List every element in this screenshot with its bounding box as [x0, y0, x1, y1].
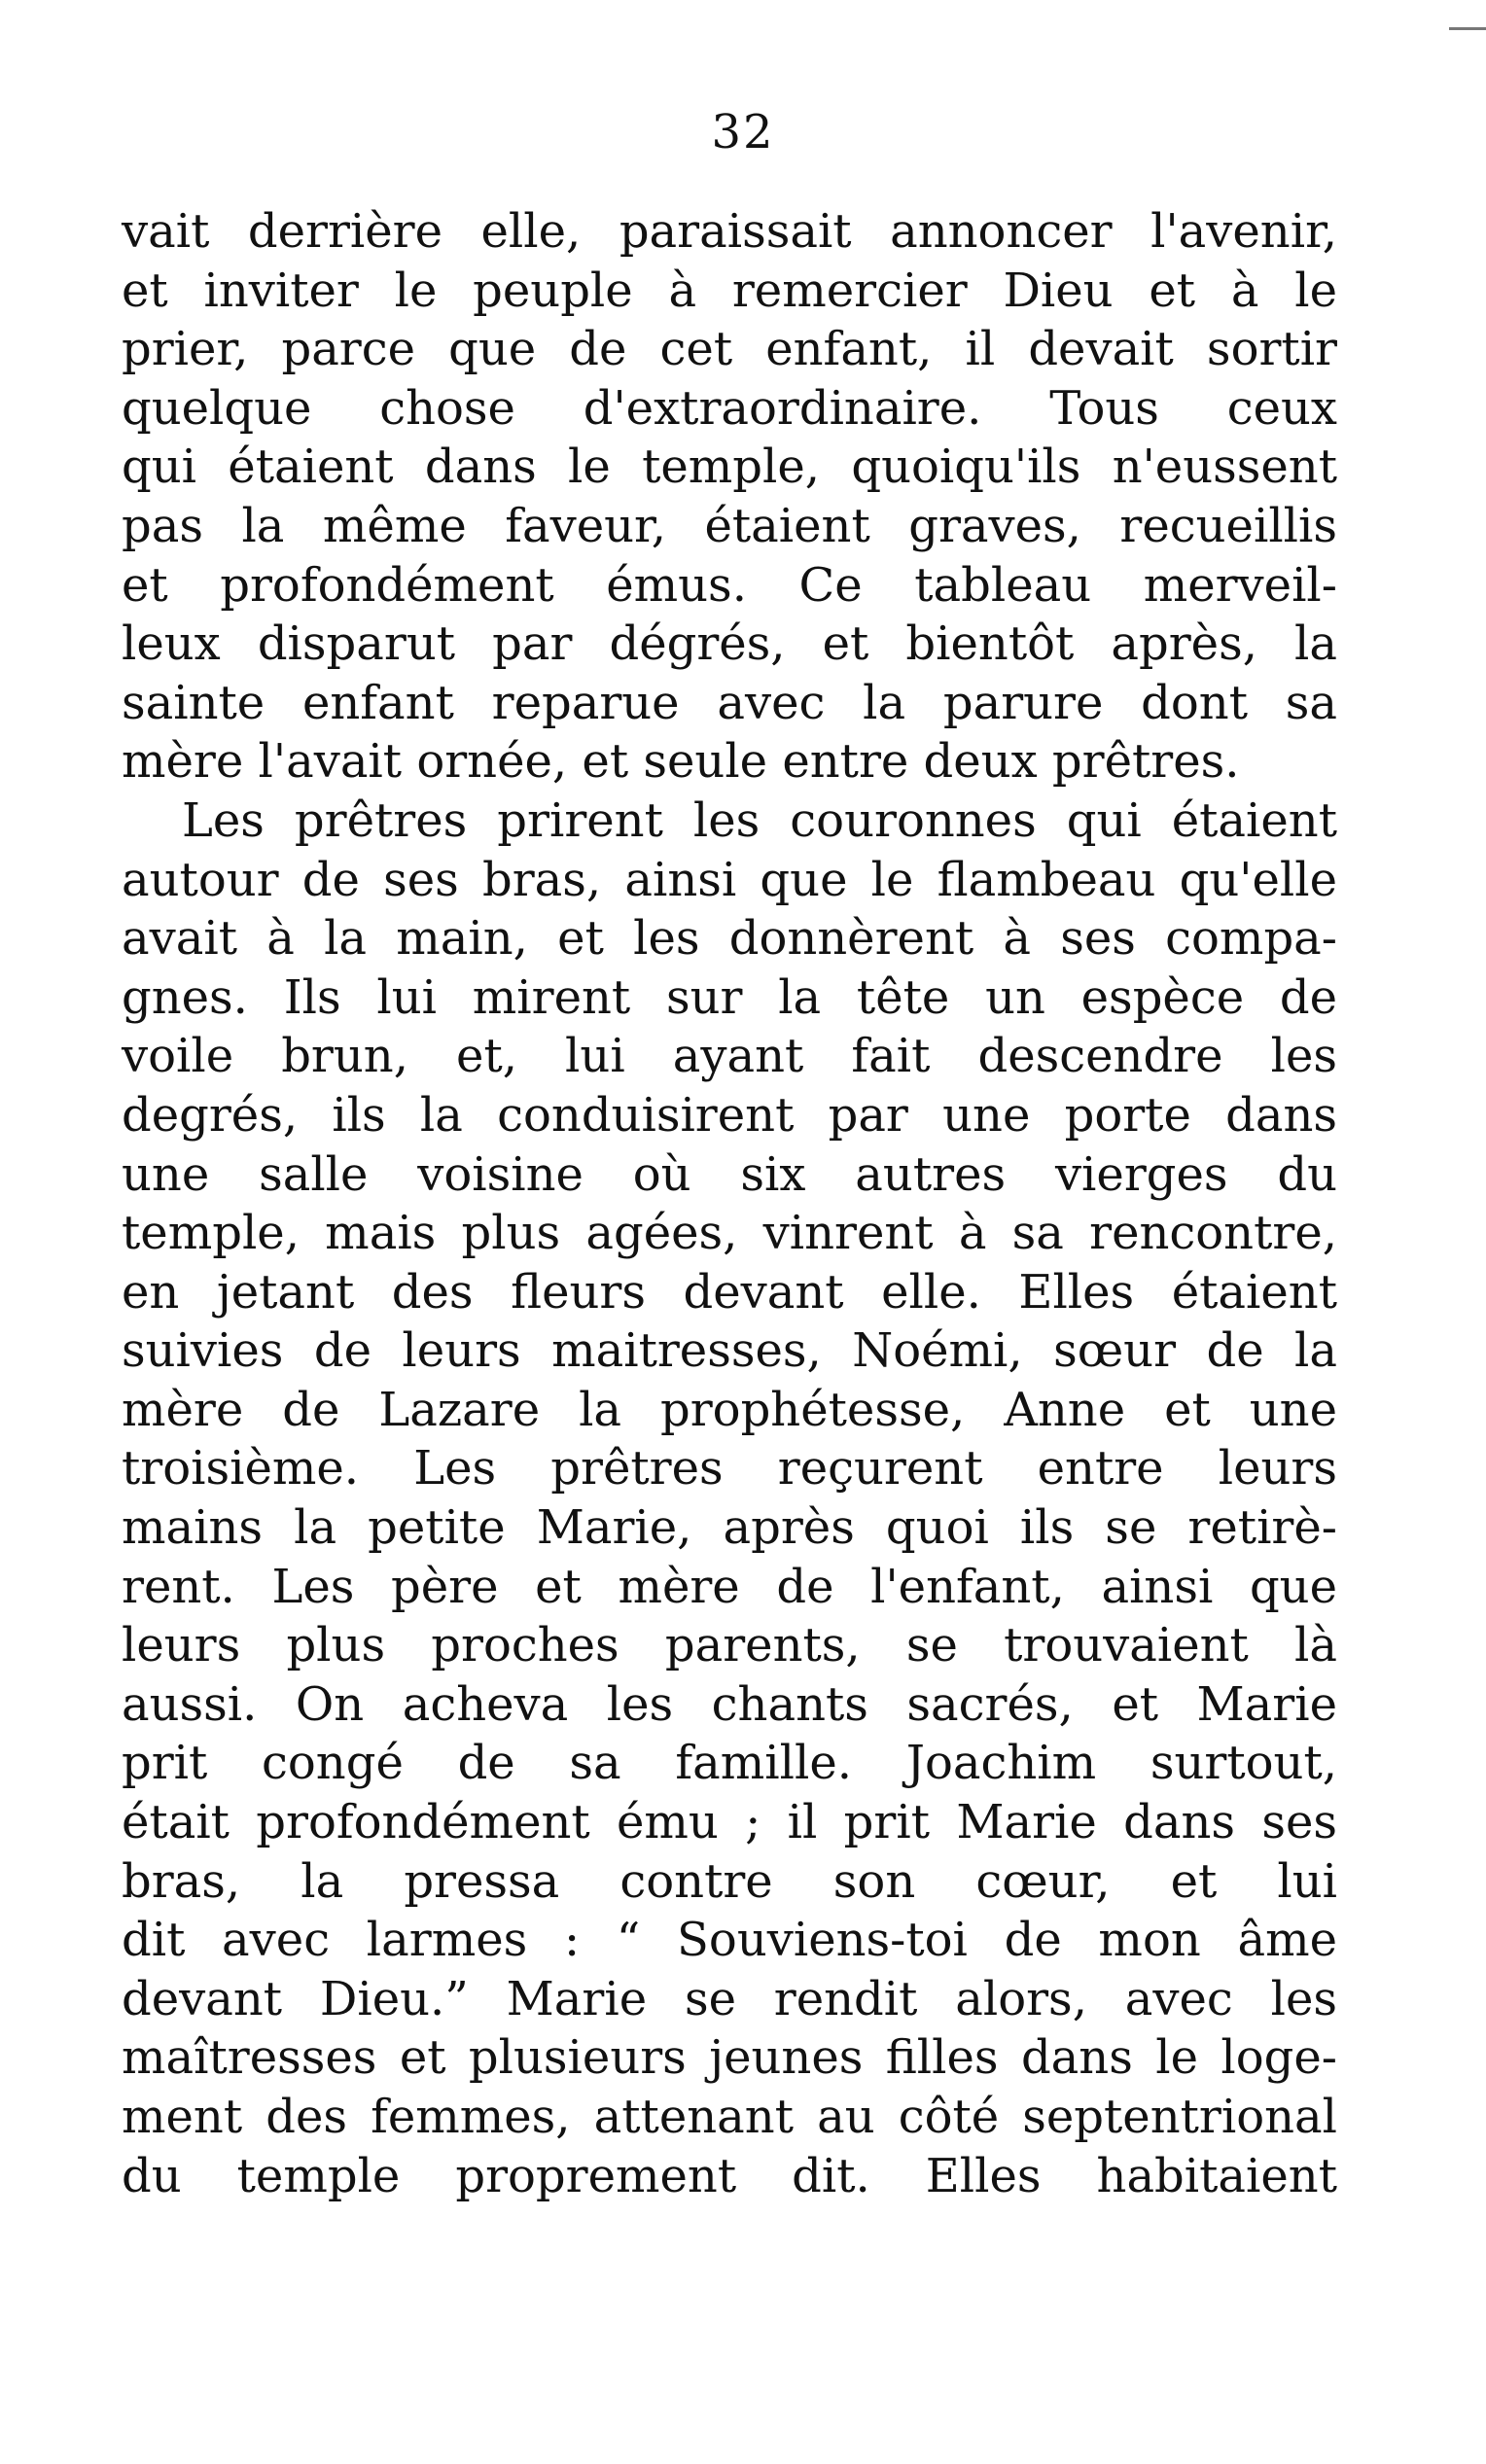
text-line: pas la même faveur, étaient graves, recueillis — [122, 498, 1337, 553]
text-line: vait derrière elle, paraissait annoncer l'avenir, — [122, 204, 1337, 259]
text-line: et inviter le peuple à remercier Dieu et à le — [122, 263, 1337, 318]
paragraph-start-line: Les prêtres prirent les couronnes qui étaient — [182, 792, 1337, 848]
text-line: leux disparut par dégrés, et bientôt après, la — [122, 616, 1337, 672]
text-line: degrés, ils la conduisirent par une porte dans — [122, 1087, 1337, 1143]
text-line: autour de ses bras, ainsi que le flambeau qu'elle — [122, 852, 1337, 907]
text-line: dit avec larmes : “ Souviens-toi de mon âme — [122, 1913, 1337, 1968]
text-line: troisième. Les prêtres reçurent entre leurs — [122, 1441, 1337, 1496]
text-line: en jetant des fleurs devant elle. Elles étaient — [122, 1264, 1337, 1320]
text-line: était profondément ému ; il prit Marie dans ses — [122, 1795, 1337, 1850]
text-line: mains la petite Marie, après quoi ils se retirè- — [122, 1500, 1337, 1556]
text-line: gnes. Ils lui mirent sur la tête un espèce de — [122, 969, 1337, 1025]
body-text — [122, 202, 1337, 2205]
text-line: mère de Lazare la prophétesse, Anne et une — [122, 1382, 1337, 1437]
text-line: avait à la main, et les donnèrent à ses compa- — [122, 911, 1337, 967]
text-line: devant Dieu.” Marie se rendit alors, avec les — [122, 1971, 1337, 2026]
text-line: ment des femmes, attenant au côté septentrional — [122, 2090, 1337, 2144]
text-line: aussi. On acheva les chants sacrés, et Marie — [122, 1676, 1337, 1732]
text-line: prit congé de sa famille. Joachim surtout, — [122, 1736, 1337, 1791]
text-line: sainte enfant reparue avec la parure dont sa — [122, 675, 1337, 730]
text-line: mère l'avait ornée, et seule entre deux prêtres. — [122, 734, 1240, 790]
text-line: suivies de leurs maitresses, Noémi, sœur de la — [122, 1323, 1337, 1379]
text-line: maîtresses et plusieurs jeunes filles dans le loge- — [122, 2030, 1337, 2086]
text-line: prier, parce que de cet enfant, il devait sortir — [122, 322, 1337, 377]
text-line: bras, la pressa contre son cœur, et lui — [122, 1853, 1337, 1909]
text-line: quelque chose d'extraordinaire. Tous ceux — [122, 380, 1337, 436]
text-line: du temple proprement dit. Elles habitaient — [122, 2148, 1337, 2203]
page-number: 32 — [711, 105, 775, 159]
text-line: leurs plus proches parents, se trouvaient là — [122, 1618, 1337, 1673]
text-line: et profondément émus. Ce tableau merveil- — [122, 557, 1337, 613]
text-line: temple, mais plus agées, vinrent à sa rencontre, — [122, 1206, 1337, 1261]
page-edge-mark — [1449, 27, 1486, 30]
text-line: rent. Les père et mère de l'enfant, ainsi que — [122, 1559, 1337, 1614]
text-line: voile brun, et, lui ayant fait descendre les — [122, 1029, 1337, 1084]
text-line: une salle voisine où six autres vierges du — [122, 1146, 1337, 1202]
text-line: qui étaient dans le temple, quoiqu'ils n'eussent — [122, 440, 1337, 495]
